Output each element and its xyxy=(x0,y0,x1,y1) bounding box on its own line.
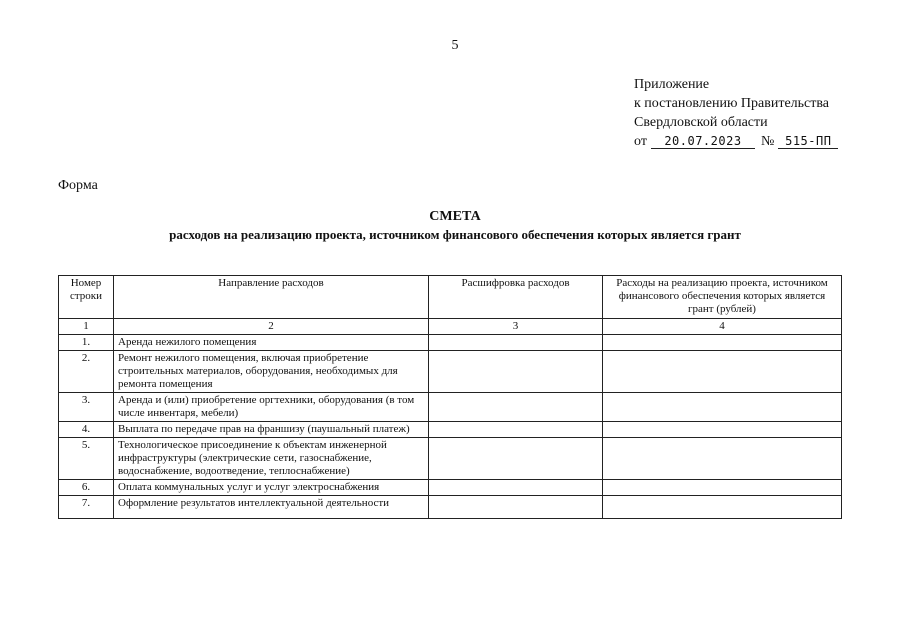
table-row xyxy=(59,335,842,351)
column-number: 3 xyxy=(429,319,603,335)
estimate-table xyxy=(58,275,842,519)
table-row xyxy=(59,422,842,438)
page-number: 5 xyxy=(451,38,459,53)
row-amount xyxy=(603,335,842,351)
document-subtitle: расходов на реализацию проекта, источником финансового обеспечения которых является грант xyxy=(169,227,741,242)
row-number: 5. xyxy=(59,438,114,480)
row-amount xyxy=(603,422,842,438)
header-amount: Расходы на реализацию проекта, источником финансового обеспечения которых является грант (рублей) xyxy=(603,276,842,319)
table-row xyxy=(59,393,842,422)
table-row xyxy=(59,496,842,519)
row-number: 3. xyxy=(59,393,114,422)
row-number: 6. xyxy=(59,480,114,496)
document-date: 20.07.2023 xyxy=(651,134,755,149)
column-number: 1 xyxy=(59,319,114,335)
row-direction: Аренда и (или) приобретение оргтехники, оборудования (в том числе инвентаря, мебели) xyxy=(114,393,429,422)
row-amount xyxy=(603,480,842,496)
header-details: Расшифровка расходов xyxy=(429,276,603,319)
row-direction: Выплата по передаче прав на франшизу (паушальный платеж) xyxy=(114,422,429,438)
document-title: СМЕТА xyxy=(429,209,481,224)
row-details xyxy=(429,438,603,480)
row-amount xyxy=(603,351,842,393)
row-details xyxy=(429,393,603,422)
row-direction: Оплата коммунальных услуг и услуг электроснабжения xyxy=(114,480,429,496)
header-direction: Направление расходов xyxy=(114,276,429,319)
row-details xyxy=(429,335,603,351)
row-number: 4. xyxy=(59,422,114,438)
row-amount xyxy=(603,393,842,422)
row-amount xyxy=(603,438,842,480)
table-header-row xyxy=(59,276,842,319)
row-direction: Технологическое присоединение к объектам инженерной инфраструктуры (электрические сети, газоснабжение, водоснабжение, водоотведение, теплоснабжение) xyxy=(114,438,429,480)
table-row xyxy=(59,351,842,393)
row-details xyxy=(429,422,603,438)
row-details xyxy=(429,496,603,519)
form-label: Форма xyxy=(58,178,98,193)
table-row xyxy=(59,438,842,480)
column-number: 2 xyxy=(114,319,429,335)
appendix-line-1: Приложение xyxy=(634,77,710,92)
row-number: 7. xyxy=(59,496,114,519)
document-number: 515-ПП xyxy=(778,134,838,149)
number-sign: № xyxy=(760,134,775,149)
appendix-line-3: Свердловской области xyxy=(634,115,768,130)
row-number: 2. xyxy=(59,351,114,393)
column-number: 4 xyxy=(603,319,842,335)
row-number: 1. xyxy=(59,335,114,351)
row-direction: Оформление результатов интеллектуальной деятельности xyxy=(114,496,429,519)
header-row-number: Номер строки xyxy=(59,276,114,319)
row-direction: Ремонт нежилого помещения, включая приобретение строительных материалов, оборудования, необходимых для ремонта помещения xyxy=(114,351,429,393)
row-amount xyxy=(603,496,842,519)
appendix-block xyxy=(634,75,838,151)
row-direction: Аренда нежилого помещения xyxy=(114,335,429,351)
appendix-line-2: к постановлению Правительства xyxy=(634,96,830,111)
row-details xyxy=(429,480,603,496)
column-number-row xyxy=(59,319,842,335)
appendix-date-line xyxy=(634,132,838,151)
table-row xyxy=(59,480,842,496)
row-details xyxy=(429,351,603,393)
from-label: от xyxy=(634,134,647,149)
